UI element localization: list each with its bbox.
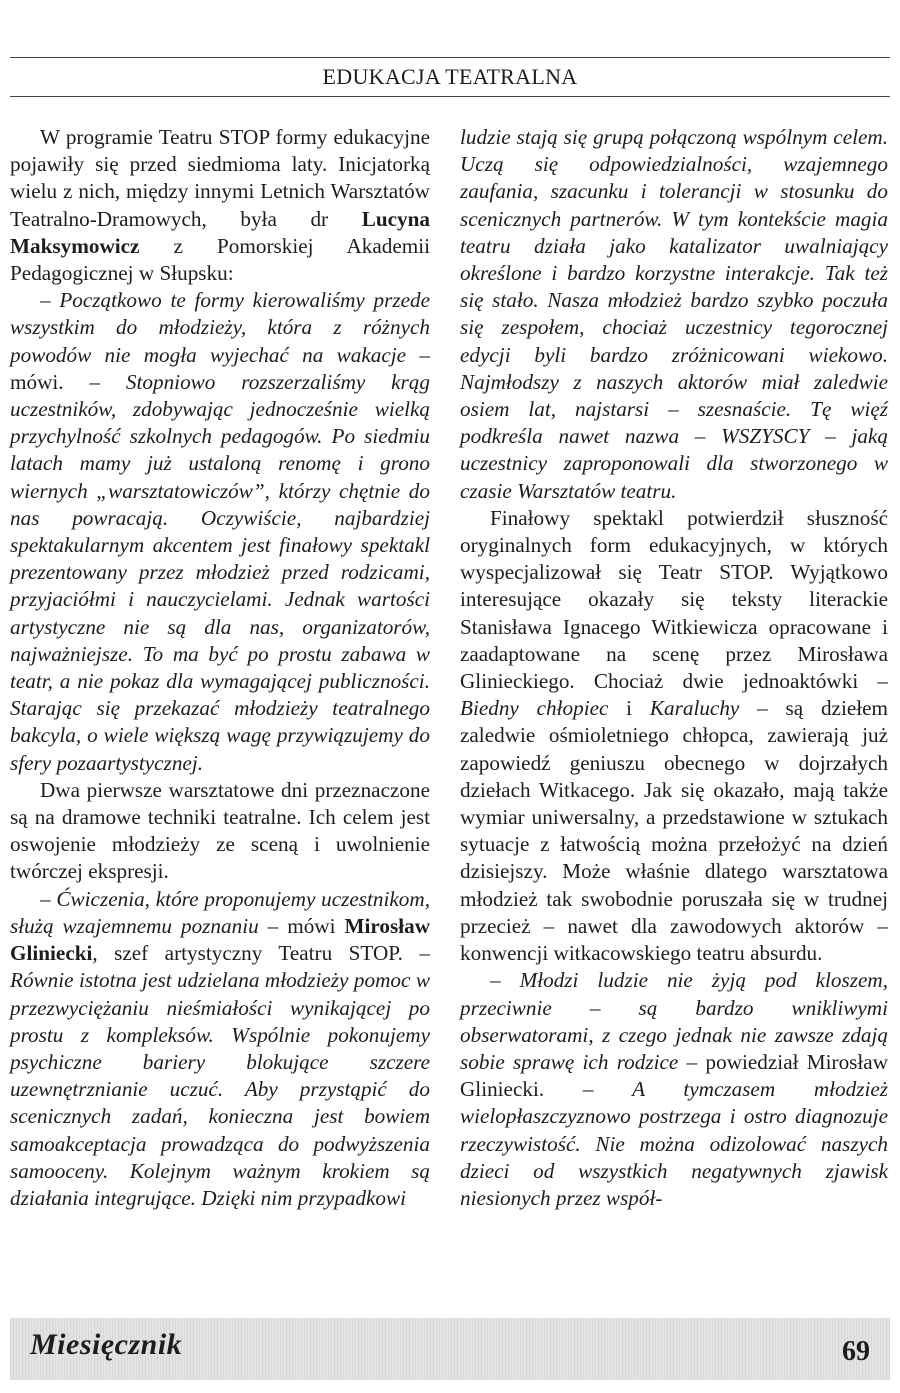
text-run: , szef artystyczny Teatru STOP. – — [92, 941, 430, 966]
play-title: Karaluchy — [649, 696, 740, 721]
quote-text: A tymczasem młodzież wielopłaszczyznowo postrzega i ostro diagnozuje rzeczywistość. Nie można odizolować naszych dzieci od wszystkich negatywnych zjawisk niesionych przez współ- — [460, 1077, 888, 1210]
paragraph-final-performance — [460, 505, 888, 967]
text-run: – — [40, 288, 60, 313]
text-run: – są dziełem zaledwie ośmioletniego chłopca, zawierają już zapowiedź geniuszu obecnego w dojrzałych dziełach Witkacego. Jak się okazało, mają także wymiar uniwersalny, a przedstawione w sztukach sytuacje z łatwością można przełożyć na dzień dzisiejszy. Może właśnie dlatego warsztatowa młodzież tak swobodnie poruszała się w trudnej przecież – nawet dla zawodowych aktorów – konwencji witkacowskiego teatru absurdu. — [460, 696, 889, 966]
magazine-name: Miesięcznik — [30, 1328, 183, 1361]
text-run: – — [490, 968, 520, 993]
text-run: z Pomorskiej Akademii Pedagogicznej w Słupsku: — [10, 233, 430, 286]
header-rule — [10, 96, 890, 97]
play-title: Biedny chłopiec — [460, 696, 609, 721]
paragraph-workshop-days: Dwa pierwsze warsztatowe dni przeznaczone są na dramowe techniki teatralne. Ich celem jest oswojenie młodzieży ze sceną i uwolnienie twórczej ekspresji. — [10, 777, 430, 884]
text-run: i — [608, 696, 650, 721]
text-run: – mówi. – — [10, 342, 431, 394]
paragraph-quote-continued — [460, 124, 888, 505]
quote-text: ludzie stają się grupą połączoną wspólnym celem. Uczą się odpowiedzialności, wzajemnego zaufania, szacunku i tolerancji w stosunku do scenicznych partnerów. W tym kontekście magia teatru działa jako katalizator uwalniający określone i bardzo korzystne interakcje. Tak też się stało. Nasza młodzież bardzo szybko poczuła się zespołem, chociaż uczestnicy tegorocznej edycji byli bardzo zróżnicowani wiekowo. Najmłodszy z naszych aktorów miał zaledwie osiem lat, najstarsi – szesnaście. Tę więź podkreśla nawet nazwa – WSZYSCY – jaką uczestnicy zaproponowali dla stworzonego w czasie Warsztatów teatru. — [460, 125, 888, 503]
footer-band — [10, 1318, 890, 1380]
quote-text: Stopniowo rozszerzaliśmy krąg uczestników, zdobywając jednocześnie wielką przychylność szkolnych pedagogów. Po siedmiu latach mamy już ustaloną renomę i grono wiernych „warsztatowiczów”, którzy chętnie do nas powracają. Oczywiście, najbardziej spektakularnym akcentem jest finałowy spektakl prezentowany przez młodzież przed rodzicami, przyjaciółmi i nauczycielami. Jednak wartości artystyczne nie są dla nas, organizatorów, najważniejsze. To ma być po prostu zabawa w teatr, a nie pokaz dla wymagającej publiczności. Starając się przekazać młodzieży teatralnego bakcyla, o wiele większą wagę przywiązujemy do sfery pozaartystycznej. — [10, 369, 430, 775]
quote-text: Równie istotna jest udzielana młodzieży pomoc w przezwyciężaniu nieśmiałości wynikającej po prostu z kompleksów. Wspólnie pokonujemy psychiczne bariery blokujące szczere uzewnętrznianie uczuć. Aby przystąpić do scenicznych zadań, konieczna jest bowiem samoakceptacja prowadząca do podwyższenia samooceny. Kolejnym ważnym krokiem są działania integrujące. Dzięki nim przypadkowi — [10, 968, 430, 1210]
person-name-maksymowicz: Lucyna Maksymowicz — [10, 206, 430, 258]
text-run: W programie Teatru STOP formy edukacyjne pojawiły się przed siedmioma laty. Inicjatorką wielu z nich, między innymi Letnich Warsztatów Teatralno-Dramowych, była dr — [10, 125, 430, 231]
text-run: Finałowy spektakl potwierdził słuszność oryginalnych form edukacyjnych, w których wyspecjalizował się Teatr STOP. Wyjątkowo interesujące okazały się teksty literackie Stanisława Ignacego Witkiewicza opracowane i zaadaptowane na scenę przez Mirosława Glinieckiego. Chociaż dwie jednoaktówki – — [460, 505, 888, 694]
page-number: 69 — [842, 1336, 870, 1367]
paragraph-quote-gliniecki — [10, 886, 430, 1212]
paragraph-quote-youth — [460, 967, 888, 1212]
text-run: – powiedział Mirosław Gliniecki. – — [460, 1049, 888, 1102]
quote-text: Początkowo te formy kierowaliśmy przede wszystkim do młodzieży, która z różnych powodów nie mogła wyjechać na wakacje — [10, 288, 431, 367]
quote-text: Młodzi ludzie nie żyją pod kloszem, przeciwnie – są bardzo wnikliwymi obserwatorami, z czego jednak nie zawsze zdają sobie sprawę ich rodzice — [460, 968, 889, 1074]
quote-text: Ćwiczenia, które proponujemy uczestnikom, służą wzajemnemu poznaniu — [10, 886, 431, 938]
paragraph-quote-maksymowicz — [10, 287, 430, 777]
paragraph-intro — [10, 124, 430, 287]
right-column — [460, 124, 888, 1294]
text-run: – — [40, 886, 57, 911]
left-column — [10, 124, 430, 1294]
section-header: EDUKACJA TEATRALNA — [322, 64, 578, 89]
person-name-gliniecki: Mirosław Gliniecki — [10, 913, 430, 966]
text-run: – mówi — [258, 913, 345, 938]
top-rule — [10, 57, 890, 58]
